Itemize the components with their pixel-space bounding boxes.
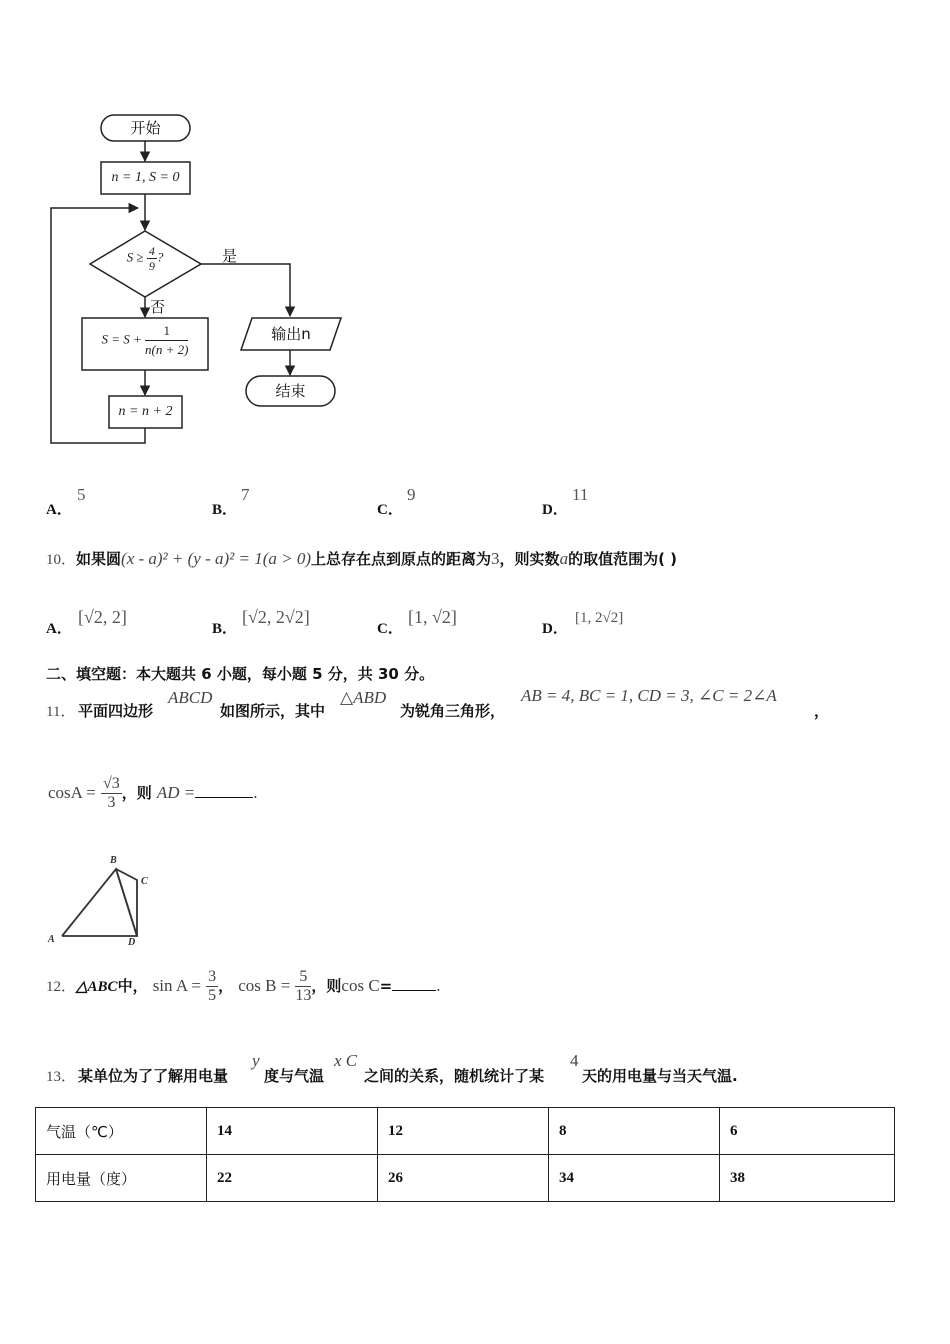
end-label: 结束 <box>275 382 306 400</box>
q11-number: 11． <box>46 704 76 720</box>
q10-number: 10． <box>46 552 77 568</box>
q13-number: 13． <box>46 1069 77 1085</box>
q10-option-c-letter: C． <box>377 621 403 637</box>
update-n-label: n = n + 2 <box>118 404 173 419</box>
q10-option-b-letter: B． <box>212 621 238 637</box>
q10-stem: 10．如果圆(x - a)² + (y - a)² = 1(a > 0)上总存在点到原点的距离为3，则实数a的取值范围为( ) <box>46 549 677 568</box>
q10-equation: (x - a)² + (y - a)² = 1(a > 0) <box>121 549 312 568</box>
q9-option-a-letter: A． <box>46 502 72 518</box>
q9-option-d-letter: D． <box>542 502 568 518</box>
q11-conditions: AB = 4, BC = 1, CD = 3, ∠C = 2∠A <box>521 686 777 705</box>
q11-figure <box>40 852 170 952</box>
q12-stem: 12．△ABC中， sin A = $\frac{3}{5}$ ， cos B = $\frac{5}{13}$ ，则cos C= . <box>46 968 441 1004</box>
init-label: n = 1, S = 0 <box>111 170 180 185</box>
q12-number: 12． <box>46 979 77 995</box>
q13-table <box>35 1107 895 1202</box>
table-cell: 12 <box>378 1108 549 1155</box>
section-heading: 二、填空题：本大题共 6 小题，每小题 5 分，共 30 分。 <box>46 665 435 683</box>
q11-quad: ABCD <box>168 688 213 707</box>
q13-stem: 13． 某单位为了了解用电量 y 度与气温 x C 之间的关系，随机统计了某 4 天的用电量与当天气温. <box>46 1051 738 1085</box>
fig-label-c: C <box>141 876 148 887</box>
q11-cos-label: cosA = <box>48 783 96 802</box>
q11-answer-blank[interactable] <box>195 797 253 798</box>
table-cell: 气温（℃） <box>36 1108 207 1155</box>
fig-label-d: D <box>128 937 136 948</box>
no-label: 否 <box>150 298 166 316</box>
table-cell: 38 <box>720 1155 895 1202</box>
table-cell: 34 <box>549 1155 720 1202</box>
q11-stem: 11． 平面四边形 ABCD 如图所示，其中 △ABD 为锐角三角形， AB = 4, BC = 1, CD = 3, ∠C = 2∠A ， <box>46 686 830 720</box>
table-cell: 14 <box>207 1108 378 1155</box>
q10-option-b-value: [√2, 2√2] <box>242 607 310 627</box>
q11-triangle: △ABD <box>340 688 387 707</box>
q10-option-d-value: [1, 2√2] <box>575 610 624 626</box>
table-row <box>36 1155 895 1202</box>
q9-option-c-letter: C． <box>377 502 403 518</box>
start-label: 开始 <box>130 119 161 137</box>
fig-label-a: A <box>48 934 55 945</box>
q12-triangle: △ABC <box>76 979 118 995</box>
q10-option-a-value: [√2, 2] <box>78 607 127 627</box>
fig-label-b: B <box>110 855 117 866</box>
q10-option-a-letter: A． <box>46 621 72 637</box>
q9-option-b-value: 7 <box>241 485 250 504</box>
q9-option-d-value: 11 <box>572 485 589 504</box>
q10-option-d-letter: D． <box>542 621 568 637</box>
q9-option-c-value: 9 <box>407 485 416 504</box>
condition-label: S ≥ $\frac{4}{9}$ ? <box>126 244 164 273</box>
table-cell: 8 <box>549 1108 720 1155</box>
yes-label: 是 <box>222 247 238 265</box>
update-s-label: S = S + $\frac{1}{n(n + 2)}$ <box>101 323 189 357</box>
table-row <box>36 1108 895 1155</box>
table-cell: 6 <box>720 1108 895 1155</box>
q11-cos: cosA = $\frac{√3}{3}$ ，则 AD = . <box>48 775 258 811</box>
q9-option-a-value: 5 <box>77 485 86 504</box>
output-label: 输出n <box>271 325 311 343</box>
table-cell: 22 <box>207 1155 378 1202</box>
table-cell: 用电量（度） <box>36 1155 207 1202</box>
q9-option-b-letter: B． <box>212 502 238 518</box>
q12-answer-blank[interactable] <box>392 990 436 991</box>
q10-option-c-value: [1, √2] <box>408 607 457 627</box>
table-cell: 26 <box>378 1155 549 1202</box>
